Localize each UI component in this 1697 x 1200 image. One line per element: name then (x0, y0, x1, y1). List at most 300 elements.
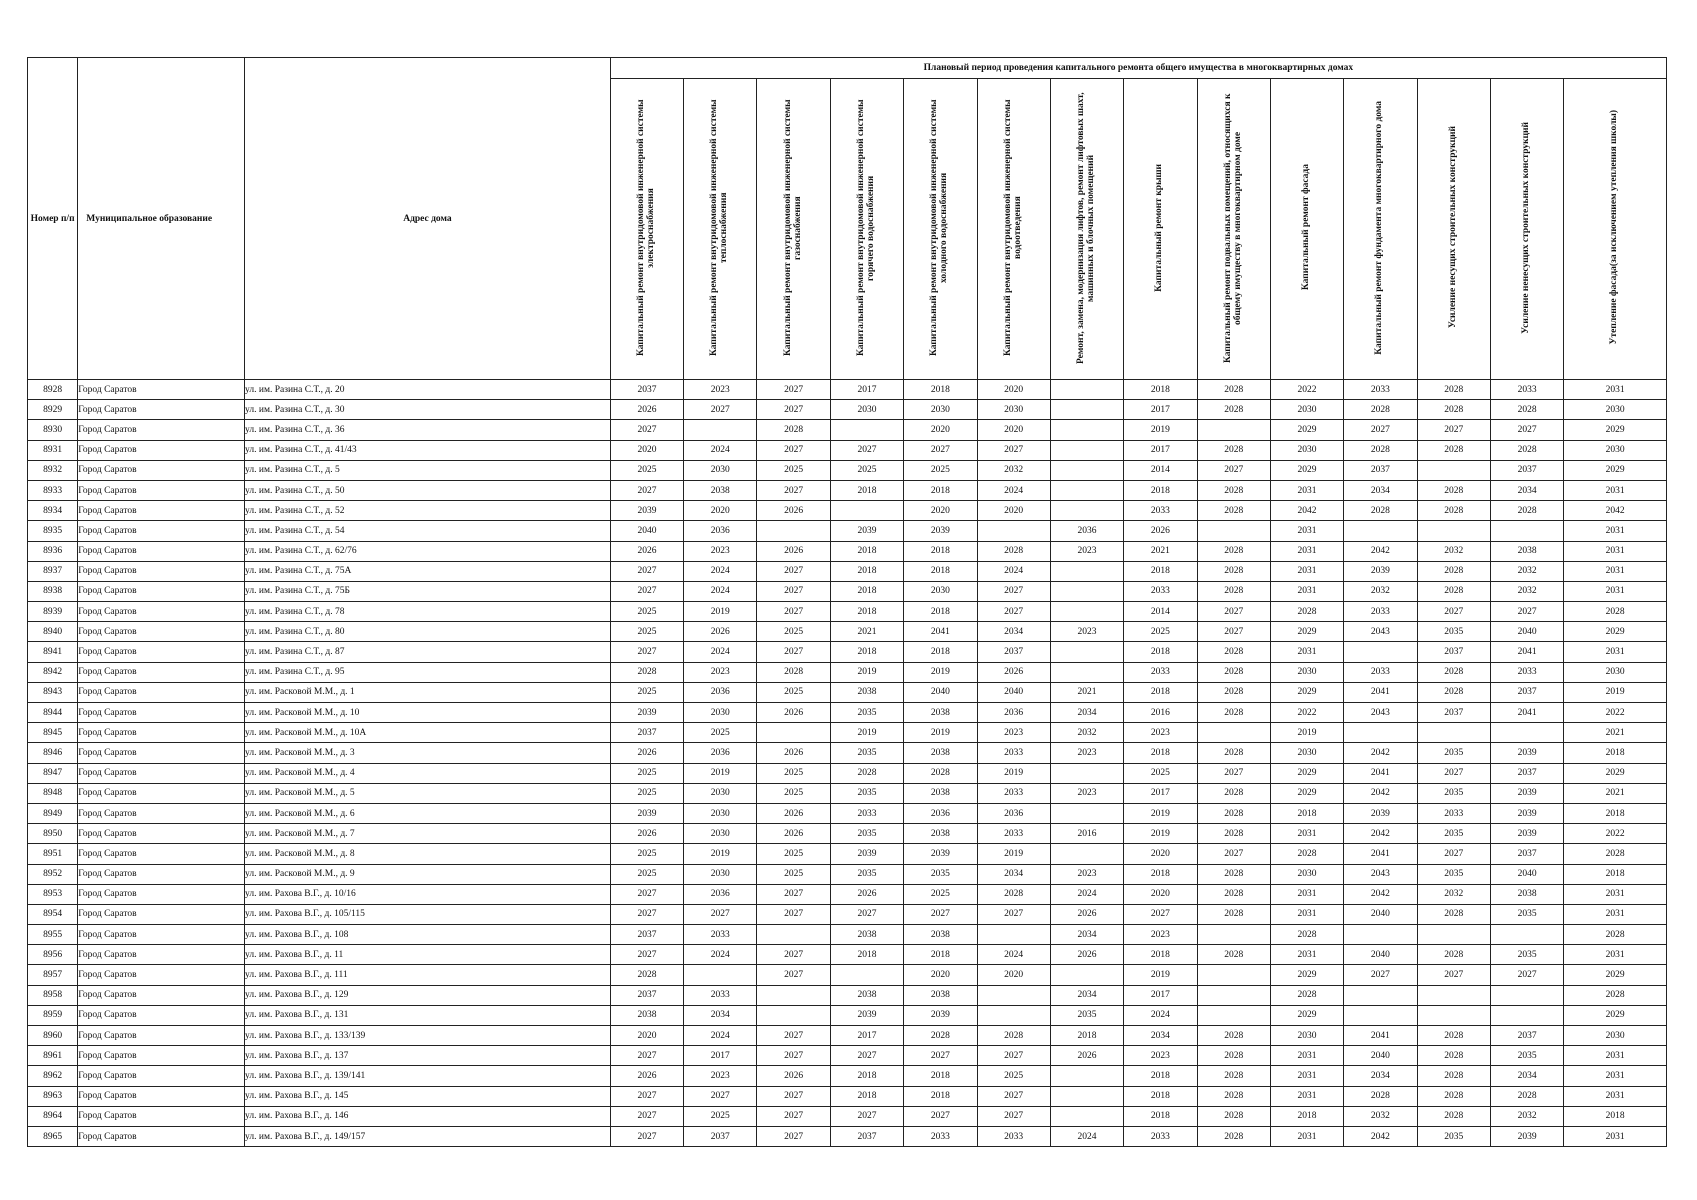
row-year-cell: 2033 (1417, 803, 1490, 823)
row-number: 8944 (28, 703, 78, 723)
row-year-cell: 2030 (904, 581, 977, 601)
row-year-cell: 2028 (1197, 703, 1270, 723)
row-year-cell (1050, 763, 1123, 783)
row-address: ул. им. Разина С.Т., д. 5 (245, 460, 611, 480)
row-number: 8935 (28, 521, 78, 541)
table-row (28, 945, 1667, 965)
row-year-cell: 2037 (1490, 844, 1563, 864)
row-year-cell: 2027 (757, 884, 830, 904)
row-year-cell: 2027 (610, 884, 683, 904)
table-row (28, 1026, 1667, 1046)
row-year-cell: 2028 (1417, 1046, 1490, 1066)
row-year-cell: 2040 (1344, 904, 1417, 924)
row-year-cell: 2028 (610, 965, 683, 985)
row-address: ул. им. Рахова В.Г., д. 105/115 (245, 904, 611, 924)
row-year-cell: 2030 (684, 460, 757, 480)
row-year-cell: 2028 (1417, 1086, 1490, 1106)
row-year-cell (1197, 985, 1270, 1005)
row-year-cell: 2038 (904, 783, 977, 803)
header-title-row (28, 58, 1667, 79)
row-year-cell: 2026 (1124, 521, 1197, 541)
row-year-cell: 2043 (1344, 703, 1417, 723)
row-year-cell: 2027 (610, 945, 683, 965)
row-year-cell: 2025 (830, 460, 903, 480)
row-address: ул. им. Рахова В.Г., д. 111 (245, 965, 611, 985)
row-year-cell: 2030 (684, 824, 757, 844)
row-year-cell: 2023 (1050, 743, 1123, 763)
row-year-cell: 2032 (1344, 1106, 1417, 1126)
row-year-cell: 2023 (1050, 864, 1123, 884)
row-year-cell: 2028 (1490, 440, 1563, 460)
row-year-cell (1490, 1005, 1563, 1025)
row-year-cell: 2033 (1124, 662, 1197, 682)
row-year-cell (684, 420, 757, 440)
row-year-cell: 2037 (1417, 703, 1490, 723)
row-year-cell: 2027 (1490, 420, 1563, 440)
row-year-cell: 2019 (684, 763, 757, 783)
row-number: 8964 (28, 1106, 78, 1126)
row-year-cell: 2025 (610, 864, 683, 884)
row-year-cell: 2027 (1417, 420, 1490, 440)
row-year-cell: 2041 (1344, 682, 1417, 702)
header-work-5 (904, 79, 977, 380)
row-year-cell: 2027 (757, 602, 830, 622)
row-year-cell: 2025 (610, 682, 683, 702)
table-row (28, 662, 1667, 682)
row-year-cell: 2030 (684, 703, 757, 723)
row-year-cell: 2029 (1270, 965, 1343, 985)
row-year-cell: 2025 (610, 460, 683, 480)
row-year-cell: 2037 (1490, 682, 1563, 702)
row-year-cell: 2028 (904, 763, 977, 783)
row-municipality: Город Саратов (78, 904, 245, 924)
row-year-cell: 2033 (1344, 380, 1417, 400)
row-municipality: Город Саратов (78, 460, 245, 480)
row-year-cell (1050, 1106, 1123, 1126)
row-year-cell: 2027 (610, 904, 683, 924)
row-year-cell: 2019 (1124, 965, 1197, 985)
row-year-cell: 2029 (1270, 420, 1343, 440)
row-year-cell: 2027 (757, 1026, 830, 1046)
row-year-cell: 2021 (1564, 723, 1667, 743)
row-year-cell: 2026 (610, 400, 683, 420)
row-year-cell: 2027 (1490, 965, 1563, 985)
row-year-cell: 2027 (1417, 602, 1490, 622)
row-year-cell: 2027 (830, 1106, 903, 1126)
row-municipality: Город Саратов (78, 824, 245, 844)
row-year-cell: 2027 (904, 1106, 977, 1126)
row-year-cell (1344, 642, 1417, 662)
table-body (28, 380, 1667, 1147)
row-year-cell: 2028 (1344, 1086, 1417, 1106)
row-year-cell: 2017 (1124, 400, 1197, 420)
row-year-cell: 2034 (1050, 703, 1123, 723)
header-work-label: Капитальный ремонт подвальных помещений, относящихся к общему имуществу в многоквартирном доме (1222, 92, 1243, 363)
row-year-cell (1490, 985, 1563, 1005)
row-year-cell: 2036 (684, 743, 757, 763)
row-year-cell: 2028 (1490, 501, 1563, 521)
table-row (28, 985, 1667, 1005)
row-year-cell: 2030 (684, 803, 757, 823)
row-year-cell: 2035 (1417, 783, 1490, 803)
row-year-cell: 2028 (904, 1026, 977, 1046)
header-work-6 (977, 79, 1050, 380)
row-year-cell: 2027 (610, 642, 683, 662)
row-address: ул. им. Расковой М.М., д. 5 (245, 783, 611, 803)
row-year-cell: 2027 (684, 400, 757, 420)
row-year-cell: 2020 (977, 420, 1050, 440)
row-year-cell: 2043 (1344, 864, 1417, 884)
row-year-cell: 2033 (1490, 380, 1563, 400)
row-year-cell: 2037 (1417, 642, 1490, 662)
row-year-cell: 2035 (830, 703, 903, 723)
row-year-cell: 2036 (684, 682, 757, 702)
row-year-cell: 2028 (1197, 1126, 1270, 1146)
row-year-cell: 2029 (1564, 1005, 1667, 1025)
row-year-cell: 2029 (1270, 763, 1343, 783)
row-year-cell (684, 965, 757, 985)
row-year-cell: 2014 (1124, 460, 1197, 480)
row-year-cell (757, 985, 830, 1005)
header-work-8 (1124, 79, 1197, 380)
header-work-label: Утепление фасада(за исключением утепления школы) (1609, 110, 1620, 345)
row-year-cell: 2030 (684, 864, 757, 884)
row-year-cell (1490, 925, 1563, 945)
row-year-cell (1197, 925, 1270, 945)
row-year-cell: 2026 (1050, 904, 1123, 924)
row-year-cell: 2031 (1564, 561, 1667, 581)
row-year-cell: 2028 (1344, 501, 1417, 521)
header-work-label: Капитальный ремонт внутридомовой инженерной системы теплоснабжения (709, 99, 730, 356)
row-year-cell: 2030 (1270, 662, 1343, 682)
row-year-cell: 2035 (830, 864, 903, 884)
row-year-cell: 2031 (1564, 521, 1667, 541)
row-year-cell: 2030 (684, 783, 757, 803)
row-year-cell: 2040 (1490, 622, 1563, 642)
row-year-cell: 2027 (977, 1106, 1050, 1126)
row-year-cell: 2035 (1490, 1046, 1563, 1066)
row-year-cell: 2039 (830, 1005, 903, 1025)
table-row (28, 622, 1667, 642)
row-year-cell: 2019 (977, 763, 1050, 783)
row-year-cell: 2031 (1270, 521, 1343, 541)
row-year-cell: 2040 (610, 521, 683, 541)
table-row (28, 682, 1667, 702)
row-number: 8963 (28, 1086, 78, 1106)
row-year-cell: 2019 (1124, 824, 1197, 844)
row-year-cell: 2039 (904, 521, 977, 541)
row-year-cell (1344, 985, 1417, 1005)
row-year-cell: 2028 (1270, 844, 1343, 864)
row-year-cell: 2038 (1490, 884, 1563, 904)
row-year-cell: 2030 (1270, 1026, 1343, 1046)
row-year-cell: 2027 (830, 440, 903, 460)
row-year-cell: 2042 (1564, 501, 1667, 521)
row-year-cell: 2035 (1417, 622, 1490, 642)
row-year-cell: 2018 (1124, 864, 1197, 884)
row-address: ул. им. Расковой М.М., д. 7 (245, 824, 611, 844)
row-year-cell: 2014 (1124, 602, 1197, 622)
row-year-cell: 2027 (977, 602, 1050, 622)
row-year-cell: 2038 (684, 480, 757, 500)
row-year-cell: 2028 (757, 662, 830, 682)
row-year-cell: 2028 (1197, 1066, 1270, 1086)
row-year-cell: 2038 (904, 925, 977, 945)
row-year-cell: 2027 (1417, 763, 1490, 783)
row-year-cell (977, 925, 1050, 945)
row-year-cell: 2018 (830, 1086, 903, 1106)
row-year-cell: 2032 (1417, 541, 1490, 561)
row-year-cell: 2035 (1490, 945, 1563, 965)
row-municipality: Город Саратов (78, 642, 245, 662)
row-year-cell: 2039 (1490, 824, 1563, 844)
row-year-cell: 2040 (904, 682, 977, 702)
row-year-cell: 2028 (1490, 1086, 1563, 1106)
row-year-cell: 2028 (1197, 400, 1270, 420)
row-year-cell: 2039 (830, 844, 903, 864)
row-year-cell: 2018 (1124, 380, 1197, 400)
row-year-cell: 2027 (1197, 622, 1270, 642)
row-year-cell: 2036 (684, 884, 757, 904)
row-address: ул. им. Разина С.Т., д. 52 (245, 501, 611, 521)
row-address: ул. им. Расковой М.М., д. 1 (245, 682, 611, 702)
row-address: ул. им. Разина С.Т., д. 78 (245, 602, 611, 622)
row-number: 8957 (28, 965, 78, 985)
row-year-cell: 2034 (684, 1005, 757, 1025)
row-municipality: Город Саратов (78, 1086, 245, 1106)
row-year-cell (1417, 925, 1490, 945)
row-year-cell: 2028 (1564, 602, 1667, 622)
table-row (28, 440, 1667, 460)
row-year-cell: 2018 (830, 642, 903, 662)
row-number: 8956 (28, 945, 78, 965)
row-year-cell: 2027 (757, 380, 830, 400)
row-year-cell: 2028 (1417, 480, 1490, 500)
row-year-cell: 2033 (830, 803, 903, 823)
row-year-cell: 2033 (1124, 1126, 1197, 1146)
row-year-cell (1050, 844, 1123, 864)
row-number: 8929 (28, 400, 78, 420)
row-year-cell (1490, 723, 1563, 743)
row-year-cell: 2033 (977, 743, 1050, 763)
row-year-cell: 2028 (1417, 440, 1490, 460)
row-year-cell: 2027 (610, 581, 683, 601)
row-address: ул. им. Расковой М.М., д. 6 (245, 803, 611, 823)
row-year-cell: 2029 (1270, 783, 1343, 803)
row-year-cell: 2028 (1564, 925, 1667, 945)
row-year-cell: 2028 (1417, 581, 1490, 601)
row-year-cell: 2039 (610, 803, 683, 823)
row-year-cell: 2026 (610, 1066, 683, 1086)
row-municipality: Город Саратов (78, 420, 245, 440)
row-year-cell: 2019 (1124, 803, 1197, 823)
row-year-cell: 2036 (1050, 521, 1123, 541)
row-year-cell: 2023 (1050, 783, 1123, 803)
row-municipality: Город Саратов (78, 743, 245, 763)
row-year-cell (1197, 723, 1270, 743)
row-address: ул. им. Рахова В.Г., д. 10/16 (245, 884, 611, 904)
row-year-cell: 2037 (830, 1126, 903, 1146)
row-year-cell: 2023 (1050, 541, 1123, 561)
row-year-cell: 2027 (904, 904, 977, 924)
row-municipality: Город Саратов (78, 440, 245, 460)
table-row (28, 561, 1667, 581)
row-address: ул. им. Разина С.Т., д. 95 (245, 662, 611, 682)
row-year-cell: 2028 (1490, 400, 1563, 420)
row-year-cell: 2027 (1124, 904, 1197, 924)
row-year-cell: 2028 (1197, 864, 1270, 884)
row-year-cell: 2034 (977, 622, 1050, 642)
row-year-cell: 2025 (757, 622, 830, 642)
row-year-cell: 2042 (1344, 541, 1417, 561)
row-address: ул. им. Разина С.Т., д. 36 (245, 420, 611, 440)
row-year-cell: 2026 (610, 743, 683, 763)
row-year-cell: 2031 (1270, 541, 1343, 561)
row-year-cell: 2031 (1564, 884, 1667, 904)
row-year-cell: 2041 (1344, 763, 1417, 783)
header-work-13 (1490, 79, 1563, 380)
row-year-cell: 2037 (1344, 460, 1417, 480)
row-address: ул. им. Разина С.Т., д. 50 (245, 480, 611, 500)
row-year-cell: 2024 (977, 561, 1050, 581)
row-year-cell (830, 420, 903, 440)
row-year-cell: 2018 (904, 1086, 977, 1106)
table-row (28, 904, 1667, 924)
row-year-cell: 2029 (1270, 682, 1343, 702)
row-year-cell: 2020 (1124, 884, 1197, 904)
header-work-label: Капитальный ремонт внутридомовой инженерной системы холодного водоснабжения (929, 99, 950, 356)
row-year-cell: 2024 (684, 581, 757, 601)
row-year-cell (1050, 380, 1123, 400)
row-year-cell: 2038 (904, 985, 977, 1005)
row-year-cell: 2028 (1417, 662, 1490, 682)
row-year-cell: 2029 (1270, 460, 1343, 480)
row-year-cell: 2021 (1050, 682, 1123, 702)
row-year-cell: 2034 (1490, 1066, 1563, 1086)
row-year-cell (757, 1005, 830, 1025)
row-year-cell: 2028 (1197, 1026, 1270, 1046)
row-year-cell: 2029 (1564, 460, 1667, 480)
row-year-cell: 2028 (1417, 682, 1490, 702)
row-number: 8961 (28, 1046, 78, 1066)
row-municipality: Город Саратов (78, 380, 245, 400)
row-year-cell: 2028 (1197, 581, 1270, 601)
row-municipality: Город Саратов (78, 884, 245, 904)
row-year-cell: 2019 (904, 662, 977, 682)
row-year-cell: 2036 (977, 703, 1050, 723)
row-year-cell: 2027 (1197, 844, 1270, 864)
table-row (28, 541, 1667, 561)
row-year-cell: 2018 (830, 602, 903, 622)
row-year-cell: 2033 (684, 985, 757, 1005)
row-address: ул. им. Разина С.Т., д. 62/76 (245, 541, 611, 561)
table-row (28, 1046, 1667, 1066)
row-year-cell: 2025 (757, 783, 830, 803)
row-year-cell: 2028 (1197, 824, 1270, 844)
row-municipality: Город Саратов (78, 1106, 245, 1126)
row-number: 8965 (28, 1126, 78, 1146)
row-year-cell: 2016 (1124, 703, 1197, 723)
row-year-cell: 2027 (610, 561, 683, 581)
row-address: ул. им. Расковой М.М., д. 3 (245, 743, 611, 763)
table-row (28, 400, 1667, 420)
row-address: ул. им. Рахова В.Г., д. 133/139 (245, 1026, 611, 1046)
row-year-cell: 2027 (757, 945, 830, 965)
table-row (28, 703, 1667, 723)
row-year-cell: 2041 (1344, 844, 1417, 864)
row-year-cell: 2018 (1564, 864, 1667, 884)
row-year-cell (1344, 521, 1417, 541)
row-year-cell: 2026 (757, 743, 830, 763)
row-year-cell: 2028 (1417, 904, 1490, 924)
row-year-cell: 2024 (684, 561, 757, 581)
row-year-cell (1197, 521, 1270, 541)
row-year-cell: 2039 (1344, 803, 1417, 823)
row-year-cell: 2028 (1197, 743, 1270, 763)
row-year-cell: 2026 (610, 824, 683, 844)
table-row (28, 602, 1667, 622)
row-year-cell: 2027 (757, 581, 830, 601)
row-year-cell: 2029 (1564, 420, 1667, 440)
row-year-cell: 2022 (1564, 703, 1667, 723)
row-address: ул. им. Рахова В.Г., д. 139/141 (245, 1066, 611, 1086)
row-number: 8949 (28, 803, 78, 823)
row-address: ул. им. Разина С.Т., д. 20 (245, 380, 611, 400)
row-year-cell: 2041 (1490, 703, 1563, 723)
row-year-cell (1197, 965, 1270, 985)
row-year-cell: 2018 (830, 480, 903, 500)
row-year-cell: 2042 (1344, 1126, 1417, 1146)
row-year-cell: 2023 (684, 541, 757, 561)
row-year-cell: 2028 (1197, 380, 1270, 400)
row-year-cell: 2040 (1344, 945, 1417, 965)
row-year-cell: 2039 (1344, 561, 1417, 581)
row-year-cell: 2020 (904, 965, 977, 985)
row-address: ул. им. Расковой М.М., д. 8 (245, 844, 611, 864)
row-year-cell (1344, 1005, 1417, 1025)
row-number: 8942 (28, 662, 78, 682)
row-year-cell: 2018 (830, 541, 903, 561)
row-address: ул. им. Разина С.Т., д. 87 (245, 642, 611, 662)
row-year-cell: 2039 (1490, 743, 1563, 763)
row-year-cell: 2042 (1344, 783, 1417, 803)
row-year-cell: 2031 (1270, 1086, 1343, 1106)
row-municipality: Город Саратов (78, 723, 245, 743)
row-year-cell: 2025 (684, 723, 757, 743)
row-year-cell: 2029 (1564, 763, 1667, 783)
header-work-3 (757, 79, 830, 380)
row-year-cell: 2035 (1417, 1126, 1490, 1146)
row-year-cell: 2040 (1344, 1046, 1417, 1066)
row-year-cell: 2032 (1490, 561, 1563, 581)
row-number: 8958 (28, 985, 78, 1005)
row-year-cell (1344, 925, 1417, 945)
row-year-cell (830, 501, 903, 521)
row-year-cell: 2031 (1564, 904, 1667, 924)
row-year-cell: 2025 (1124, 763, 1197, 783)
row-year-cell: 2017 (1124, 440, 1197, 460)
row-year-cell: 2033 (1490, 662, 1563, 682)
row-year-cell: 2019 (684, 602, 757, 622)
row-year-cell: 2028 (1344, 440, 1417, 460)
row-year-cell: 2027 (830, 1046, 903, 1066)
row-year-cell: 2018 (1124, 1066, 1197, 1086)
row-year-cell: 2027 (610, 480, 683, 500)
row-year-cell: 2035 (904, 864, 977, 884)
row-year-cell (977, 521, 1050, 541)
row-year-cell: 2027 (1344, 965, 1417, 985)
row-year-cell: 2041 (904, 622, 977, 642)
